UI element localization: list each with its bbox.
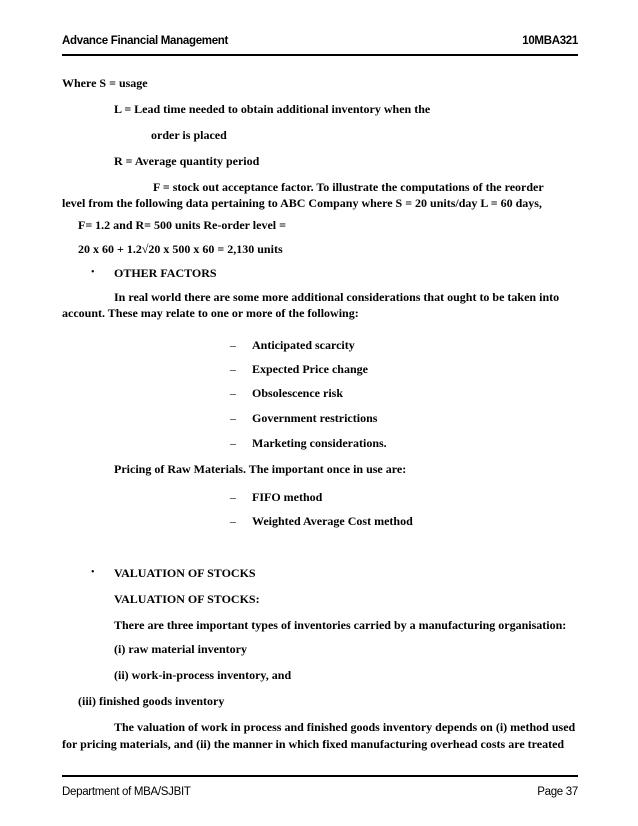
- bullet-icon: •: [91, 267, 95, 278]
- pricing-line: Pricing of Raw Materials. The important once in use are:: [114, 462, 407, 476]
- l-definition: L = Lead time needed to obtain additional inventory when the: [114, 102, 431, 116]
- header-rule: [62, 54, 578, 56]
- dash-icon: –: [230, 436, 236, 450]
- footer-page-number: Page 37: [537, 786, 578, 798]
- other-factors-paragraph-2: account. These may relate to one or more of the following:: [62, 306, 359, 320]
- l-definition-cont: order is placed: [151, 128, 227, 142]
- where-s-line: Where S = usage: [62, 76, 148, 90]
- factor-item: Anticipated scarcity: [252, 338, 355, 352]
- valuation-subheading: VALUATION OF STOCKS:: [114, 592, 260, 606]
- level-line: level from the following data pertaining to ABC Company where S = 20 units/day L = 60 days,: [62, 196, 542, 210]
- header-course-code: 10MBA321: [522, 35, 578, 47]
- valuation-heading: VALUATION OF STOCKS: [114, 566, 256, 580]
- inventory-type-item: (iii) finished goods inventory: [78, 694, 225, 708]
- valuation-paragraph-1: The valuation of work in process and finished goods inventory depends on (i) method used: [114, 720, 576, 734]
- factor-item: Expected Price change: [252, 362, 368, 376]
- f-r-values: F= 1.2 and R= 500 units Re-order level =: [78, 218, 286, 232]
- page-header: [62, 35, 578, 47]
- factor-item: Obsolescence risk: [252, 386, 343, 400]
- page-footer: [62, 786, 578, 798]
- inventory-type-item: (ii) work-in-process inventory, and: [114, 668, 292, 682]
- bullet-icon: •: [91, 567, 95, 578]
- pricing-method-item: FIFO method: [252, 490, 323, 504]
- dash-icon: –: [230, 362, 236, 376]
- footer-department: Department of MBA/SJBIT: [62, 786, 191, 798]
- other-factors-paragraph-1: In real world there are some more additional considerations that ought to be taken into: [114, 290, 560, 304]
- reorder-formula: 20 x 60 + 1.2√20 x 500 x 60 = 2,130 units: [78, 242, 283, 256]
- pricing-method-item: Weighted Average Cost method: [252, 514, 413, 528]
- dash-icon: –: [230, 514, 236, 528]
- inventory-type-item: (i) raw material inventory: [114, 642, 247, 656]
- other-factors-heading: OTHER FACTORS: [114, 266, 217, 280]
- dash-icon: –: [230, 411, 236, 425]
- header-title: Advance Financial Management: [62, 35, 229, 47]
- inventory-types-line: There are three important types of inventories carried by a manufacturing organisation:: [114, 618, 567, 632]
- factor-item: Marketing considerations.: [252, 436, 387, 450]
- f-definition: F = stock out acceptance factor. To illustrate the computations of the reorder: [153, 180, 544, 194]
- factor-item: Government restrictions: [252, 411, 378, 425]
- dash-icon: –: [230, 386, 236, 400]
- dash-icon: –: [230, 338, 236, 352]
- r-definition: R = Average quantity period: [114, 154, 260, 168]
- footer-rule: [62, 775, 578, 777]
- valuation-paragraph-2: for pricing materials, and (ii) the manner in which fixed manufacturing overhead costs are treated: [62, 737, 565, 751]
- dash-icon: –: [230, 490, 236, 504]
